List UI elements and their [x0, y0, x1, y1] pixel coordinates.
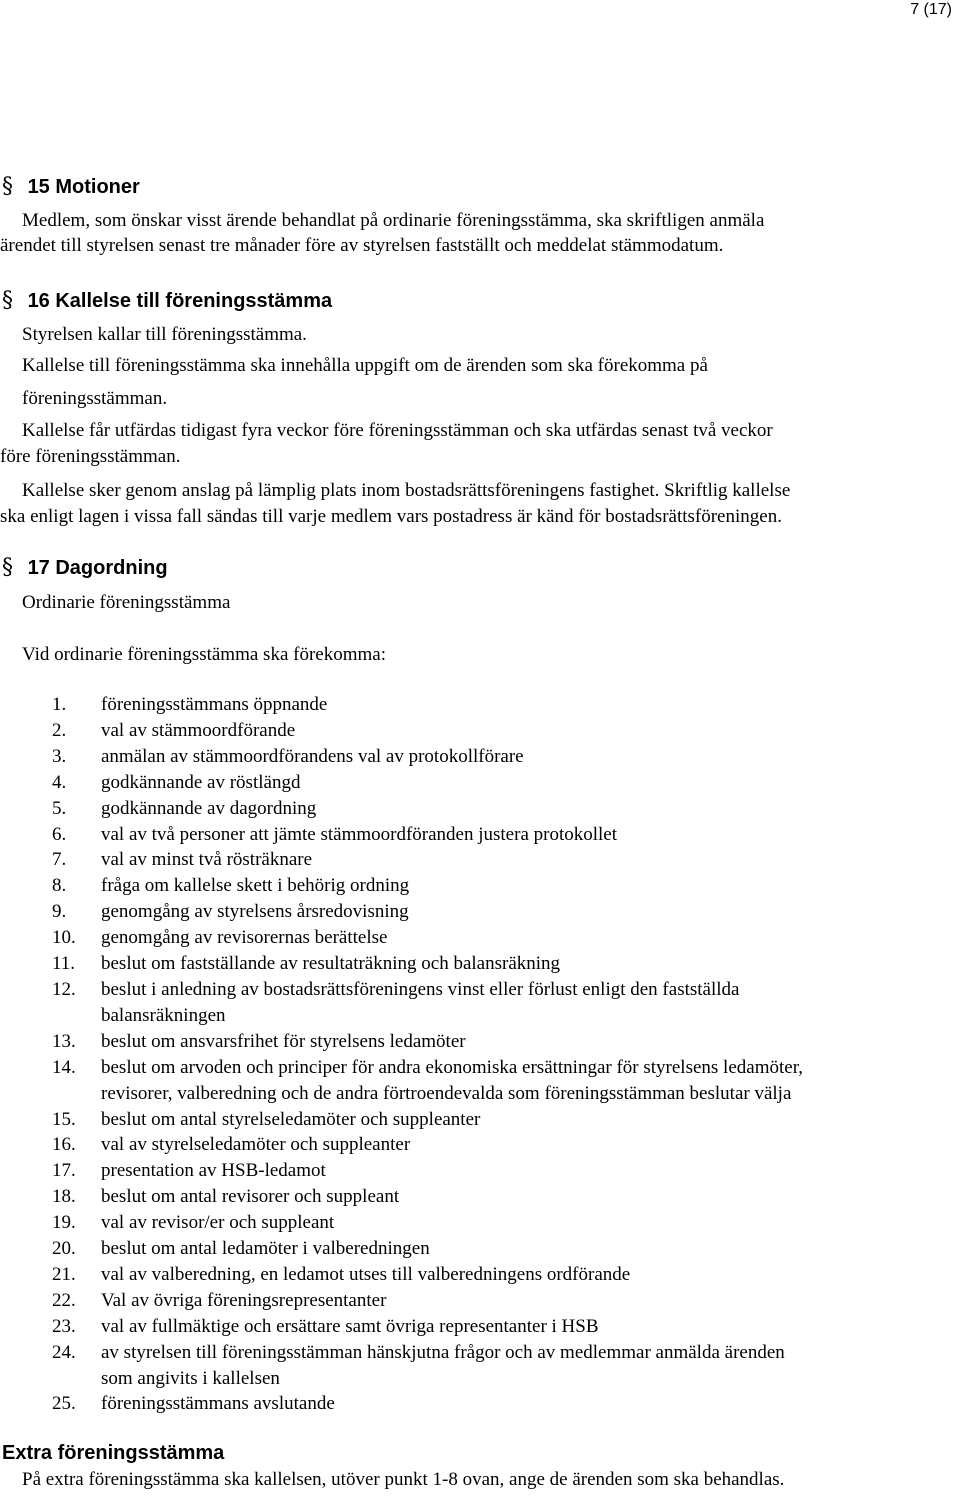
agenda-item	[52, 925, 803, 951]
agenda-item	[52, 951, 803, 977]
agenda-item-number: 12.	[52, 978, 76, 1000]
section-16-paragraph-3-line-2: före föreningsstämman.	[0, 446, 181, 467]
agenda-item-number: 2.	[52, 719, 67, 741]
agenda-item	[52, 873, 803, 899]
agenda-item-number: 9.	[52, 901, 67, 923]
agenda-item	[52, 1391, 803, 1417]
section-15-heading	[2, 175, 140, 199]
agenda-item	[52, 1314, 803, 1340]
agenda-item-number: 4.	[52, 771, 67, 793]
section-16-heading	[2, 289, 332, 313]
agenda-item	[52, 770, 803, 796]
agenda-item-text: val av två personer att jämte stämmoordföranden justera protokollet	[101, 823, 617, 845]
section-symbol: §	[2, 288, 13, 313]
agenda-item-text: presentation av HSB-ledamot	[101, 1160, 326, 1182]
section-15-text-line-1: Medlem, som önskar visst ärende behandlat på ordinarie föreningsstämma, ska skriftligen anmäla	[22, 210, 765, 231]
agenda-item	[52, 847, 803, 873]
agenda-item	[52, 899, 803, 925]
extra-meeting-heading: Extra föreningsstämma	[2, 1442, 225, 1464]
section-15-title: 15 Motioner	[27, 176, 140, 198]
agenda-item-text: genomgång av revisorernas berättelse	[101, 927, 388, 949]
section-17-intro: Vid ordinarie föreningsstämma ska förekomma:	[22, 644, 386, 665]
agenda-item-text: val av stämmoordförande	[101, 719, 296, 741]
agenda-item-text: anmälan av stämmoordförandens val av protokollförare	[101, 745, 524, 767]
agenda-item-text: Val av övriga föreningsrepresentanter	[101, 1289, 387, 1311]
section-symbol: §	[2, 555, 13, 580]
agenda-item-text: beslut i anledning av bostadsrättsföreningens vinst eller förlust enligt den fastställda	[101, 978, 740, 1000]
agenda-item-text: som angivits i kallelsen	[101, 1367, 280, 1389]
agenda-item-number: 21.	[52, 1263, 76, 1285]
agenda-item-number: 19.	[52, 1212, 76, 1234]
agenda-item	[52, 1055, 803, 1107]
agenda-item-number: 13.	[52, 1030, 76, 1052]
agenda-item-number: 16.	[52, 1134, 76, 1156]
agenda-item	[52, 1132, 803, 1158]
agenda-item	[52, 1029, 803, 1055]
agenda-item-text: val av styrelseledamöter och suppleanter	[101, 1134, 411, 1156]
agenda-item-text: beslut om fastställande av resultaträkning och balansräkning	[101, 953, 561, 975]
agenda-item-number: 22.	[52, 1289, 76, 1311]
agenda-item	[52, 1262, 803, 1288]
agenda-item	[52, 1158, 803, 1184]
agenda-item-text: val av valberedning, en ledamot utses till valberedningens ordförande	[101, 1263, 631, 1285]
agenda-item-number: 17.	[52, 1160, 76, 1182]
agenda-item-text: fråga om kallelse skett i behörig ordning	[101, 875, 410, 897]
agenda-item-text: beslut om antal revisorer och suppleant	[101, 1186, 400, 1208]
agenda-item-number: 25.	[52, 1393, 76, 1415]
agenda-item-text: av styrelsen till föreningsstämman hänskjutna frågor och av medlemmar anmälda ärenden	[101, 1341, 785, 1363]
agenda-item-number: 3.	[52, 745, 67, 767]
agenda-item	[52, 1288, 803, 1314]
extra-meeting-text: På extra föreningsstämma ska kallelsen, utöver punkt 1-8 ovan, ange de ärenden som ska behandlas.	[22, 1469, 785, 1490]
agenda-item	[52, 1236, 803, 1262]
agenda-item-number: 6.	[52, 823, 67, 845]
agenda-item	[52, 744, 803, 770]
section-17-subheading: Ordinarie föreningsstämma	[22, 592, 231, 613]
agenda-item-text: genomgång av styrelsens årsredovisning	[101, 901, 409, 923]
agenda-item-text: revisorer, valberedning och de andra förtroendevalda som föreningsstämman beslutar välja	[101, 1082, 792, 1104]
agenda-item-text: beslut om antal ledamöter i valberedningen	[101, 1238, 430, 1260]
agenda-list	[52, 692, 803, 1417]
page-number: 7 (17)	[910, 1, 952, 18]
agenda-item	[52, 718, 803, 744]
section-symbol: §	[2, 174, 13, 199]
agenda-item	[52, 796, 803, 822]
agenda-item-text: beslut om arvoden och principer för andra ekonomiska ersättningar för styrelsens ledamöter,	[101, 1056, 804, 1078]
section-16-paragraph-4-line-2: ska enligt lagen i vissa fall sändas till varje medlem vars postadress är känd för bostadsrättsföreningen.	[0, 506, 782, 527]
section-16-title: 16 Kallelse till föreningsstämma	[27, 290, 333, 312]
agenda-item-text: val av minst två rösträknare	[101, 849, 313, 871]
agenda-item-number: 20.	[52, 1238, 76, 1260]
agenda-item	[52, 1340, 803, 1392]
agenda-item-number: 15.	[52, 1108, 76, 1130]
agenda-item-number: 7.	[52, 849, 67, 871]
agenda-item-text: beslut om ansvarsfrihet för styrelsens ledamöter	[101, 1030, 466, 1052]
agenda-item-number: 24.	[52, 1341, 76, 1363]
section-16-paragraph-2-line-1: Kallelse till föreningsstämma ska innehålla uppgift om de ärenden som ska förekomma på	[22, 355, 708, 376]
agenda-item-number: 14.	[52, 1056, 76, 1078]
agenda-item-number: 8.	[52, 875, 67, 897]
agenda-item-number: 5.	[52, 797, 67, 819]
agenda-item-number: 10.	[52, 927, 76, 949]
agenda-item-text: val av fullmäktige och ersättare samt övriga representanter i HSB	[101, 1315, 599, 1337]
section-16-paragraph-3-line-1: Kallelse får utfärdas tidigast fyra veckor före föreningsstämman och ska utfärdas senast två veckor	[22, 420, 773, 441]
agenda-item	[52, 1184, 803, 1210]
agenda-item	[52, 822, 803, 848]
section-15-text-line-2: ärendet till styrelsen senast tre månader före av styrelsen fastställt och meddelat stämmodatum.	[0, 235, 724, 256]
section-16-paragraph-1: Styrelsen kallar till föreningsstämma.	[22, 324, 307, 345]
section-17-title: 17 Dagordning	[27, 557, 168, 579]
agenda-item-text: godkännande av dagordning	[101, 797, 317, 819]
agenda-item-number: 23.	[52, 1315, 76, 1337]
agenda-item-number: 1.	[52, 694, 67, 715]
section-17-heading	[2, 556, 168, 580]
agenda-item-number: 18.	[52, 1186, 76, 1208]
agenda-item	[52, 1107, 803, 1133]
agenda-item-text: godkännande av röstlängd	[101, 771, 301, 793]
section-16-paragraph-2-line-2: föreningsstämman.	[22, 388, 168, 409]
agenda-item	[52, 1210, 803, 1236]
agenda-item	[52, 692, 803, 718]
agenda-item-text: balansräkningen	[101, 1004, 226, 1026]
agenda-item-text: föreningsstämmans öppnande	[101, 694, 328, 715]
section-16-paragraph-4-line-1: Kallelse sker genom anslag på lämplig plats inom bostadsrättsföreningens fastighet. Skriftlig kallelse	[22, 480, 791, 501]
agenda-item-text: beslut om antal styrelseledamöter och suppleanter	[101, 1108, 481, 1130]
agenda-item	[52, 977, 803, 1029]
agenda-item-text: föreningsstämmans avslutande	[101, 1393, 335, 1415]
agenda-item-text: val av revisor/er och suppleant	[101, 1212, 335, 1234]
agenda-item-number: 11.	[52, 953, 76, 975]
